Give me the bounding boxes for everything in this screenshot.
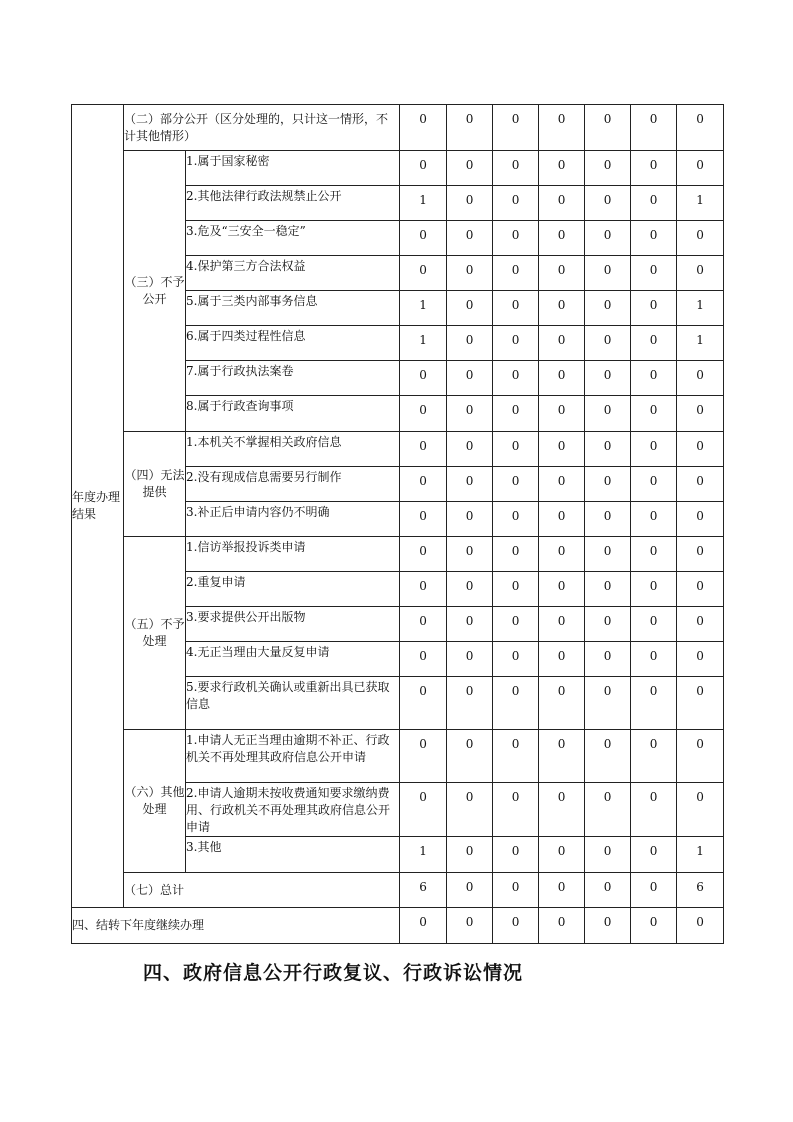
value-cell: 0 [539, 326, 585, 361]
value-cell: 1 [400, 326, 447, 361]
value-cell: 0 [493, 396, 539, 432]
value-cell: 0 [631, 186, 677, 221]
value-cell: 0 [400, 256, 447, 291]
value-cell: 0 [631, 221, 677, 256]
group-label: （四）无法提供 [124, 432, 186, 537]
value-cell: 1 [677, 326, 724, 361]
value-cell: 0 [585, 642, 631, 677]
table-row [72, 105, 724, 151]
table-row [72, 730, 724, 783]
row-label: 1.本机关不掌握相关政府信息 [186, 432, 400, 467]
value-cell: 0 [447, 908, 493, 944]
value-cell: 0 [677, 783, 724, 837]
row-label: 4.保护第三方合法权益 [186, 256, 400, 291]
value-cell: 0 [400, 607, 447, 642]
value-cell: 0 [447, 467, 493, 502]
value-cell: 0 [677, 908, 724, 944]
table-row [72, 908, 724, 944]
row-label: 2.没有现成信息需要另行制作 [186, 467, 400, 502]
value-cell: 0 [585, 730, 631, 783]
value-cell: 0 [447, 221, 493, 256]
row-label: 4.无正当理由大量反复申请 [186, 642, 400, 677]
value-cell: 0 [539, 361, 585, 396]
value-cell: 6 [400, 873, 447, 908]
value-cell: 0 [447, 151, 493, 186]
value-cell: 0 [585, 467, 631, 502]
value-cell: 0 [539, 730, 585, 783]
total-label: （七）总计 [124, 873, 400, 908]
value-cell: 0 [631, 537, 677, 572]
section-heading: 四、政府信息公开行政复议、行政诉讼情况 [143, 962, 524, 984]
value-cell: 0 [631, 432, 677, 467]
value-cell: 1 [677, 291, 724, 326]
value-cell: 0 [677, 467, 724, 502]
value-cell: 0 [400, 432, 447, 467]
row-label: 2.重复申请 [186, 572, 400, 607]
value-cell: 0 [447, 291, 493, 326]
value-cell: 0 [400, 642, 447, 677]
value-cell: 0 [447, 677, 493, 730]
value-cell: 0 [493, 572, 539, 607]
value-cell: 1 [677, 837, 724, 873]
row-label: 3.其他 [186, 837, 400, 873]
row-label: 5.要求行政机关确认或重新出具已获取信息 [186, 677, 400, 730]
value-cell: 0 [447, 607, 493, 642]
value-cell: 0 [493, 221, 539, 256]
value-cell: 0 [447, 361, 493, 396]
value-cell: 0 [539, 502, 585, 537]
value-cell: 0 [400, 677, 447, 730]
value-cell: 0 [447, 730, 493, 783]
value-cell: 0 [585, 221, 631, 256]
value-cell: 0 [677, 642, 724, 677]
value-cell: 0 [400, 572, 447, 607]
value-cell: 0 [631, 572, 677, 607]
value-cell: 0 [631, 361, 677, 396]
value-cell: 0 [539, 837, 585, 873]
table-row [72, 151, 724, 186]
value-cell: 0 [539, 607, 585, 642]
value-cell: 0 [493, 642, 539, 677]
group-label: （六）其他处理 [124, 730, 186, 873]
value-cell: 0 [585, 873, 631, 908]
statistics-table [71, 104, 724, 944]
value-cell: 0 [493, 105, 539, 151]
value-cell: 0 [585, 151, 631, 186]
value-cell: 0 [585, 186, 631, 221]
row-label: 3.要求提供公开出版物 [186, 607, 400, 642]
value-cell: 0 [677, 361, 724, 396]
value-cell: 1 [677, 186, 724, 221]
value-cell: 0 [631, 642, 677, 677]
value-cell: 0 [631, 908, 677, 944]
value-cell: 0 [631, 256, 677, 291]
table-row [72, 432, 724, 467]
value-cell: 0 [447, 256, 493, 291]
value-cell: 0 [539, 642, 585, 677]
value-cell: 0 [493, 467, 539, 502]
value-cell: 0 [539, 105, 585, 151]
group-label: （五）不予处理 [124, 537, 186, 730]
value-cell: 0 [631, 105, 677, 151]
value-cell: 0 [400, 221, 447, 256]
value-cell: 0 [539, 572, 585, 607]
row-label: 3.补正后申请内容仍不明确 [186, 502, 400, 537]
value-cell: 0 [539, 396, 585, 432]
value-cell: 0 [631, 730, 677, 783]
row-label: 2.其他法律行政法规禁止公开 [186, 186, 400, 221]
value-cell: 0 [539, 908, 585, 944]
value-cell: 0 [400, 908, 447, 944]
value-cell: 0 [585, 291, 631, 326]
value-cell: 0 [585, 256, 631, 291]
value-cell: 0 [493, 256, 539, 291]
value-cell: 0 [631, 873, 677, 908]
row-label: 5.属于三类内部事务信息 [186, 291, 400, 326]
value-cell: 0 [631, 291, 677, 326]
value-cell: 0 [400, 361, 447, 396]
value-cell: 0 [447, 837, 493, 873]
value-cell: 0 [400, 783, 447, 837]
group-label: （三）不予公开 [124, 151, 186, 432]
value-cell: 0 [400, 467, 447, 502]
value-cell: 0 [493, 326, 539, 361]
value-cell: 0 [585, 677, 631, 730]
value-cell: 6 [677, 873, 724, 908]
value-cell: 0 [539, 186, 585, 221]
value-cell: 0 [539, 256, 585, 291]
value-cell: 0 [631, 607, 677, 642]
value-cell: 0 [493, 783, 539, 837]
value-cell: 0 [631, 396, 677, 432]
value-cell: 0 [493, 873, 539, 908]
value-cell: 0 [585, 537, 631, 572]
value-cell: 0 [447, 105, 493, 151]
value-cell: 0 [585, 361, 631, 396]
value-cell: 0 [539, 151, 585, 186]
value-cell: 0 [447, 326, 493, 361]
row-label: 1.属于国家秘密 [186, 151, 400, 186]
row-label: 1.申请人无正当理由逾期不补正、行政机关不再处理其政府信息公开申请 [186, 730, 400, 783]
row-label: 8.属于行政查询事项 [186, 396, 400, 432]
value-cell: 0 [677, 105, 724, 151]
value-cell: 0 [493, 677, 539, 730]
value-cell: 0 [400, 730, 447, 783]
value-cell: 0 [631, 677, 677, 730]
value-cell: 0 [447, 502, 493, 537]
value-cell: 0 [447, 432, 493, 467]
value-cell: 0 [539, 221, 585, 256]
value-cell: 0 [493, 502, 539, 537]
value-cell: 0 [677, 730, 724, 783]
value-cell: 0 [447, 186, 493, 221]
value-cell: 0 [677, 607, 724, 642]
value-cell: 0 [539, 467, 585, 502]
value-cell: 0 [631, 326, 677, 361]
value-cell: 0 [493, 537, 539, 572]
value-cell: 0 [447, 537, 493, 572]
value-cell: 0 [539, 783, 585, 837]
value-cell: 1 [400, 186, 447, 221]
value-cell: 1 [400, 837, 447, 873]
table-row [72, 537, 724, 572]
value-cell: 0 [585, 572, 631, 607]
value-cell: 0 [539, 537, 585, 572]
value-cell: 0 [493, 908, 539, 944]
value-cell: 0 [585, 105, 631, 151]
value-cell: 0 [493, 730, 539, 783]
value-cell: 0 [585, 502, 631, 537]
value-cell: 0 [493, 186, 539, 221]
value-cell: 0 [677, 502, 724, 537]
value-cell: 0 [447, 396, 493, 432]
value-cell: 0 [493, 432, 539, 467]
value-cell: 0 [447, 572, 493, 607]
value-cell: 0 [493, 151, 539, 186]
value-cell: 0 [677, 396, 724, 432]
value-cell: 0 [677, 572, 724, 607]
value-cell: 0 [585, 783, 631, 837]
partial-open-label: （二）部分公开（区分处理的，只计这一情形，不计其他情形） [124, 105, 400, 151]
row-label: 2.申请人逾期未按收费通知要求缴纳费用、行政机关不再处理其政府信息公开申请 [186, 783, 400, 837]
value-cell: 0 [400, 537, 447, 572]
value-cell: 0 [493, 291, 539, 326]
value-cell: 0 [539, 432, 585, 467]
row-label: 7.属于行政执法案卷 [186, 361, 400, 396]
table-row [72, 873, 724, 908]
value-cell: 0 [631, 783, 677, 837]
value-cell: 0 [585, 607, 631, 642]
value-cell: 0 [677, 221, 724, 256]
value-cell: 0 [677, 432, 724, 467]
value-cell: 0 [539, 677, 585, 730]
value-cell: 0 [631, 837, 677, 873]
value-cell: 0 [585, 432, 631, 467]
value-cell: 0 [631, 467, 677, 502]
row-label: 1.信访举报投诉类申请 [186, 537, 400, 572]
row-label: 6.属于四类过程性信息 [186, 326, 400, 361]
value-cell: 0 [585, 837, 631, 873]
value-cell: 0 [400, 502, 447, 537]
value-cell: 0 [585, 326, 631, 361]
value-cell: 0 [447, 783, 493, 837]
value-cell: 1 [400, 291, 447, 326]
value-cell: 0 [677, 151, 724, 186]
value-cell: 0 [539, 291, 585, 326]
value-cell: 0 [631, 502, 677, 537]
value-cell: 0 [677, 537, 724, 572]
value-cell: 0 [400, 396, 447, 432]
value-cell: 0 [400, 151, 447, 186]
value-cell: 0 [493, 837, 539, 873]
annual-result-label: 年度办理结果 [72, 105, 124, 908]
value-cell: 0 [447, 873, 493, 908]
value-cell: 0 [493, 607, 539, 642]
value-cell: 0 [447, 642, 493, 677]
carry-over-label: 四、结转下年度继续办理 [72, 908, 400, 944]
value-cell: 0 [493, 361, 539, 396]
value-cell: 0 [585, 396, 631, 432]
value-cell: 0 [631, 151, 677, 186]
row-label: 3.危及“三安全一稳定” [186, 221, 400, 256]
value-cell: 0 [400, 105, 447, 151]
value-cell: 0 [585, 908, 631, 944]
value-cell: 0 [677, 677, 724, 730]
value-cell: 0 [677, 256, 724, 291]
value-cell: 0 [539, 873, 585, 908]
